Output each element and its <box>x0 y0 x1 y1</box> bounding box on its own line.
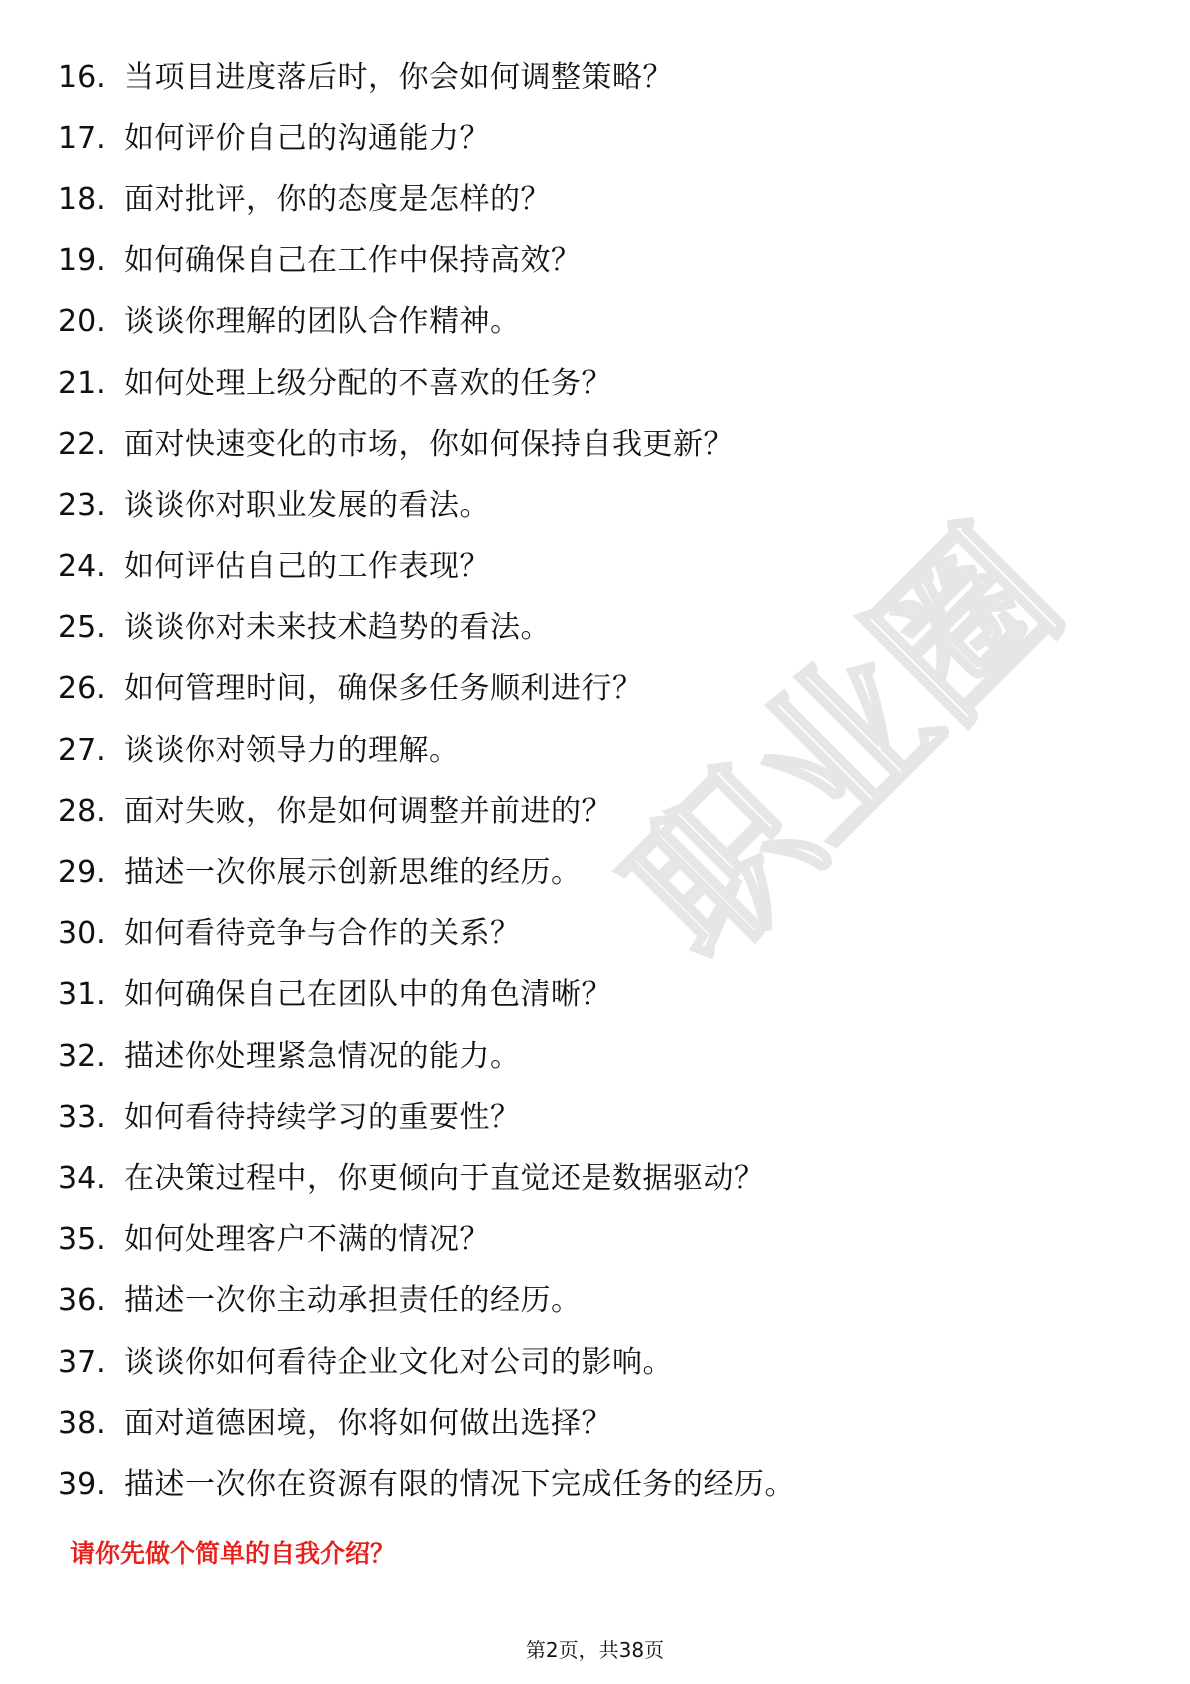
list-item <box>58 1210 795 1271</box>
list-item <box>58 1087 795 1148</box>
question-text: 如何评估自己的工作表现？ <box>124 549 490 585</box>
question-number: 38. <box>58 1405 106 1441</box>
page-footer: 第2页，共38页 <box>525 1638 665 1662</box>
list-item <box>58 1332 795 1393</box>
question-text: 如何管理时间，确保多任务顺利进行？ <box>124 671 643 707</box>
question-number: 37. <box>58 1344 106 1380</box>
self-intro-prompt: 请你先做个简单的自我介绍？ <box>70 1539 396 1568</box>
list-item <box>58 1393 795 1454</box>
question-text: 当项目进度落后时，你会如何调整策略？ <box>124 59 673 95</box>
question-text: 如何看待竞争与合作的关系？ <box>124 916 521 952</box>
list-item <box>58 169 795 230</box>
question-text: 描述一次你在资源有限的情况下完成任务的经历。 <box>124 1466 795 1502</box>
question-text: 面对失败，你是如何调整并前进的？ <box>124 793 612 829</box>
question-number: 26. <box>58 671 106 707</box>
list-item <box>58 1148 795 1209</box>
question-text: 面对道德困境，你将如何做出选择？ <box>124 1405 612 1441</box>
question-number: 18. <box>58 181 106 217</box>
question-number: 22. <box>58 426 106 462</box>
question-number: 21. <box>58 365 106 401</box>
question-text: 如何确保自己在团队中的角色清晰？ <box>124 977 612 1013</box>
question-text: 描述一次你展示创新思维的经历。 <box>124 855 582 891</box>
question-text: 谈谈你对职业发展的看法。 <box>124 487 490 523</box>
question-text: 面对快速变化的市场，你如何保持自我更新？ <box>124 426 734 462</box>
list-item <box>58 353 795 414</box>
question-number: 17. <box>58 120 106 156</box>
list-item <box>58 965 795 1026</box>
question-text: 描述一次你主动承担责任的经历。 <box>124 1283 582 1319</box>
question-text: 如何确保自己在工作中保持高效？ <box>124 243 582 279</box>
question-number: 33. <box>58 1099 106 1135</box>
question-list <box>58 47 795 1516</box>
question-number: 20. <box>58 304 106 340</box>
list-item <box>58 842 795 903</box>
list-item <box>58 1454 795 1515</box>
question-text: 如何评价自己的沟通能力？ <box>124 120 490 156</box>
question-text: 如何处理上级分配的不喜欢的任务？ <box>124 365 612 401</box>
list-item <box>58 414 795 475</box>
question-text: 在决策过程中，你更倾向于直觉还是数据驱动？ <box>124 1160 765 1196</box>
list-item <box>58 231 795 292</box>
list-item <box>58 720 795 781</box>
question-text: 如何处理客户不满的情况？ <box>124 1222 490 1258</box>
question-number: 27. <box>58 732 106 768</box>
question-number: 28. <box>58 793 106 829</box>
question-number: 19. <box>58 243 106 279</box>
list-item <box>58 1271 795 1332</box>
question-number: 36. <box>58 1283 106 1319</box>
question-number: 25. <box>58 610 106 646</box>
question-number: 32. <box>58 1038 106 1074</box>
question-number: 29. <box>58 855 106 891</box>
question-number: 39. <box>58 1466 106 1502</box>
question-number: 34. <box>58 1160 106 1196</box>
question-text: 谈谈你如何看待企业文化对公司的影响。 <box>124 1344 673 1380</box>
list-item <box>58 781 795 842</box>
watermark-text: 职业圈 <box>595 495 1097 997</box>
list-item <box>58 598 795 659</box>
list-item <box>58 47 795 108</box>
list-item <box>58 108 795 169</box>
question-text: 谈谈你理解的团队合作精神。 <box>124 304 521 340</box>
question-number: 16. <box>58 59 106 95</box>
question-text: 面对批评，你的态度是怎样的？ <box>124 181 551 217</box>
list-item <box>58 904 795 965</box>
list-item <box>58 537 795 598</box>
list-item <box>58 292 795 353</box>
question-text: 谈谈你对未来技术趋势的看法。 <box>124 610 551 646</box>
question-number: 24. <box>58 549 106 585</box>
list-item <box>58 1026 795 1087</box>
question-text: 谈谈你对领导力的理解。 <box>124 732 460 768</box>
question-number: 31. <box>58 977 106 1013</box>
list-item <box>58 659 795 720</box>
question-text: 描述你处理紧急情况的能力。 <box>124 1038 521 1074</box>
question-text: 如何看待持续学习的重要性？ <box>124 1099 521 1135</box>
question-number: 23. <box>58 487 106 523</box>
list-item <box>58 475 795 536</box>
question-number: 35. <box>58 1222 106 1258</box>
question-number: 30. <box>58 916 106 952</box>
